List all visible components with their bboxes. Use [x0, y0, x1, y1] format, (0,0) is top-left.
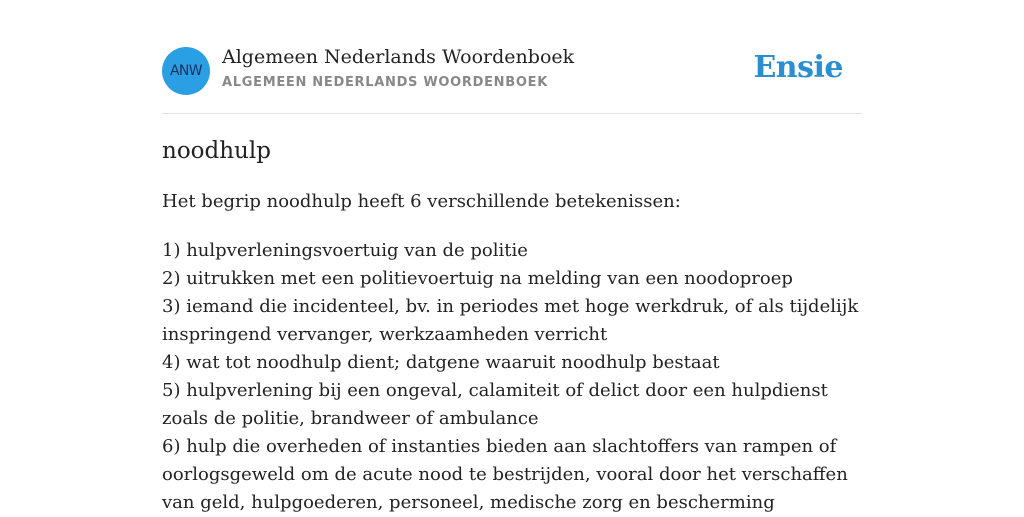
meaning-item: 6) hulp die overheden of instanties bieden aan slachtoffers van rampen of oorlogsgeweld om de acute nood te bestrijden, vooral door het verschaffen van geld, hulpgoederen, personeel, medische zorg en bescherming: [162, 436, 848, 513]
logo-text: ANW: [169, 63, 203, 79]
site-header: [162, 0, 862, 114]
meaning-item: 3) iemand die incidenteel, bv. in periodes met hoge werkdruk, of als tijdelijk inspringend vervanger, werkzaamheden verricht: [162, 296, 859, 345]
ensie-brand-logo[interactable]: Ensie: [753, 50, 843, 85]
meaning-item: 1) hulpverleningsvoertuig van de politie: [162, 240, 528, 261]
meaning-item: 2) uitrukken met een politievoertuig na melding van een noodoproep: [162, 268, 793, 289]
page: [162, 0, 862, 513]
meanings-list: [162, 237, 862, 517]
entry-intro: Het begrip noodhulp heeft 6 verschillende betekenissen:: [162, 191, 681, 212]
site-title-link[interactable]: Algemeen Nederlands Woordenboek: [222, 46, 575, 68]
anw-logo[interactable]: [162, 47, 210, 95]
entry-term: noodhulp: [162, 138, 271, 164]
site-subtitle: ALGEMEEN NEDERLANDS WOORDENBOEK: [222, 75, 548, 90]
meaning-item: 4) wat tot noodhulp dient; datgene waaruit noodhulp bestaat: [162, 352, 720, 373]
meaning-item: 5) hulpverlening bij een ongeval, calamiteit of delict door een hulpdienst zoals de politie, brandweer of ambulance: [162, 380, 828, 429]
